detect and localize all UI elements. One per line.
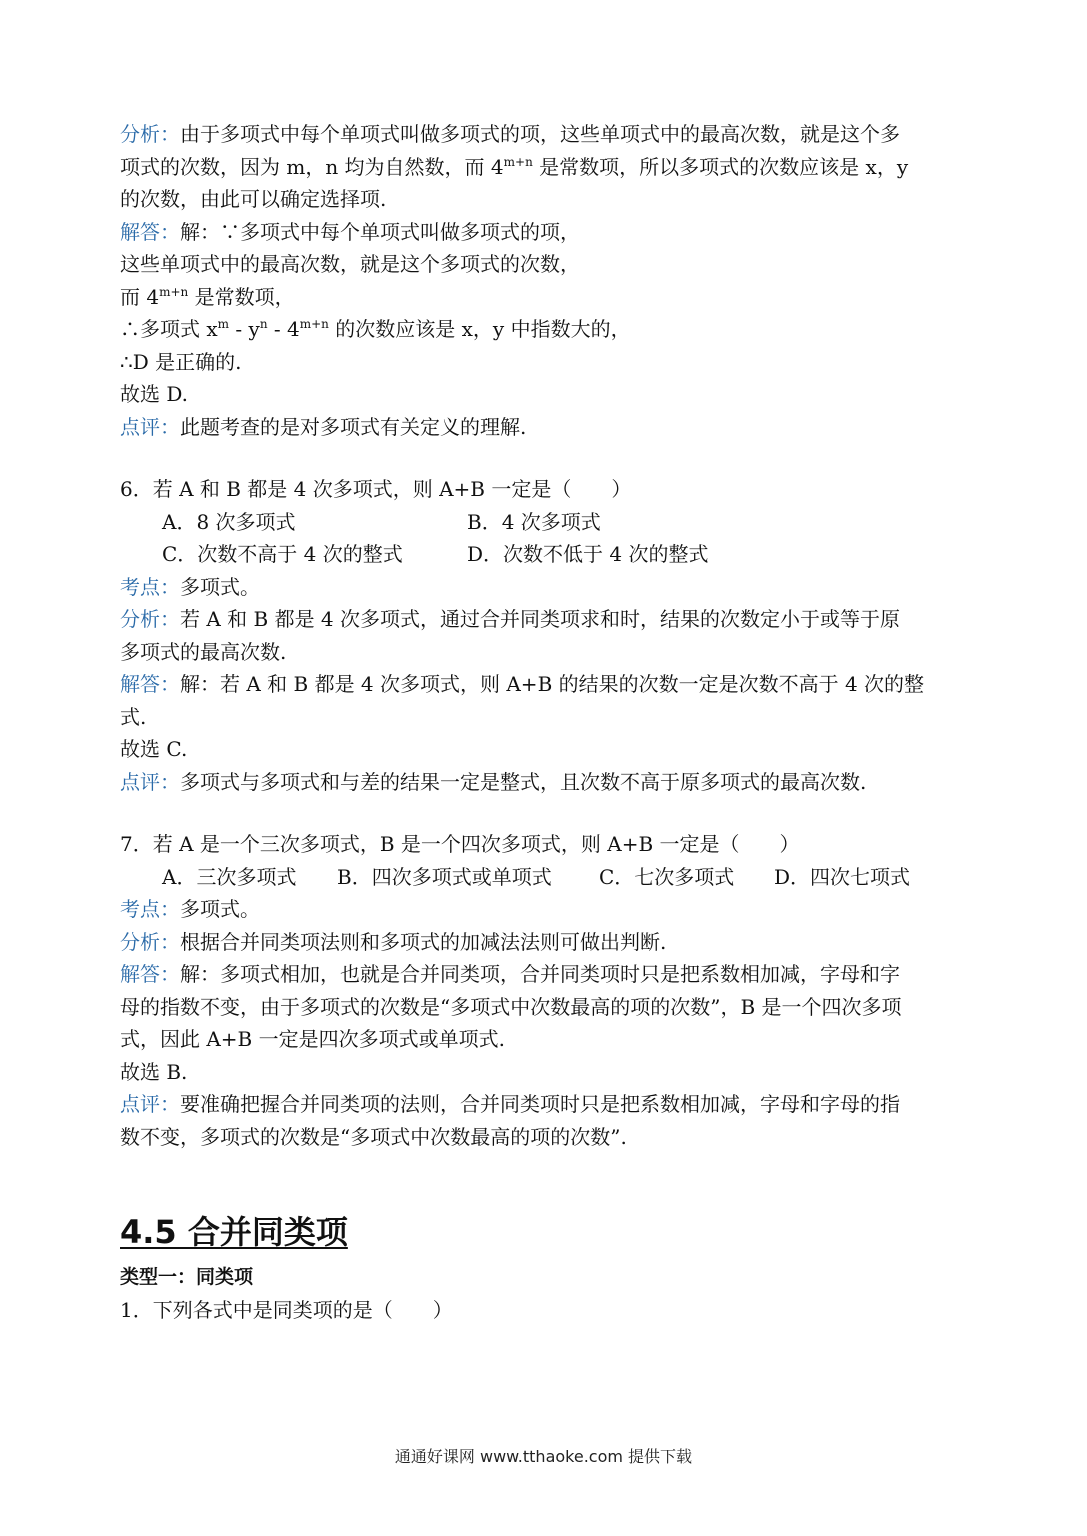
- q5-solution-line-1: 解答：解：∵多项式中每个单项式叫做多项式的项，: [120, 219, 580, 244]
- q6-analysis-line-1: 分析：若 A 和 B 都是 4 次多项式，通过合并同类项求和时，结果的次数定小于或等于原: [120, 607, 901, 631]
- q6-solution-line-2: 式.: [120, 704, 147, 729]
- q6-options-row-2: [120, 538, 980, 571]
- analysis-label: 分析：: [120, 929, 180, 954]
- q6-stem: 6．若 A 和 B 都是 4 次多项式，则 A+B 一定是（ ）: [120, 477, 632, 501]
- q7-solution-line-3: 式，因此 A+B 一定是四次多项式或单项式.: [120, 1027, 505, 1051]
- q5-analysis-line-3: 的次数，由此可以确定选择项.: [120, 187, 387, 211]
- q7-options-row: [120, 861, 980, 894]
- comment-label: 点评：: [120, 414, 180, 439]
- q7-solution-line-2: 母的指数不变，由于多项式的次数是“多项式中次数最高的项的次数”，B 是一个四次多项: [120, 994, 902, 1019]
- q5-solution-line-5: ∴D 是正确的.: [120, 349, 242, 374]
- knowledge-label: 考点：: [120, 897, 180, 921]
- q7-stem: 7．若 A 是一个三次多项式，B 是一个四次多项式，则 A+B 一定是（ ）: [120, 832, 800, 856]
- comment-label: 点评：: [120, 1092, 180, 1116]
- knowledge-label: 考点：: [120, 574, 180, 599]
- q7-option-d: D．四次七项式: [774, 864, 911, 889]
- solution-label: 解答：: [120, 962, 180, 986]
- q7-knowledge-point: 考点：多项式。: [120, 897, 260, 921]
- q5-answer: 故选 D.: [120, 382, 189, 406]
- q5-solution-line-4: ∴多项式 $x^m - y^n - 4^{m+n}$ 的次数应该是 x，y 中指数大的，: [120, 317, 631, 341]
- q5-analysis-line-1: 分析：由于多项式中每个单项式叫做多项式的项，这些单项式中的最高次数，就是这个多: [120, 122, 900, 146]
- q6-option-a: A．8 次多项式: [162, 509, 296, 534]
- q6-solution-line-1: 解答：解：若 A 和 B 都是 4 次多项式，则 A+B 的结果的次数一定是次数不高于 4 次的整: [120, 672, 925, 696]
- document-page: [120, 118, 980, 1326]
- q6-option-c: C．次数不高于 4 次的整式: [162, 542, 403, 566]
- section-q1-stem: 1．下列各式中是同类项的是（ ）: [120, 1297, 453, 1322]
- q6-answer: 故选 C.: [120, 737, 188, 761]
- q6-options-row-1: [120, 506, 980, 539]
- analysis-label: 分析：: [120, 607, 180, 631]
- q5-analysis-line-2: 项式的次数，因为 m，n 均为自然数，而 $4^{m+n}$ 是常数项，所以多项式的次数应该是 x，y: [120, 154, 909, 179]
- solution-label: 解答：: [120, 672, 180, 696]
- q7-comment-line-1: 点评：要准确把握合并同类项的法则，合并同类项时只是把系数相加减，字母和字母的指: [120, 1092, 900, 1116]
- solution-label: 解答：: [120, 219, 180, 244]
- analysis-label: 分析：: [120, 122, 180, 146]
- q5-solution-line-2: 这些单项式中的最高次数，就是这个多项式的次数，: [120, 252, 580, 276]
- q7-option-b: B．四次多项式或单项式: [337, 864, 552, 889]
- q6-comment: 点评：多项式与多项式和与差的结果一定是整式，且次数不高于原多项式的最高次数.: [120, 769, 867, 794]
- q7-answer: 故选 B.: [120, 1059, 188, 1084]
- q6-knowledge-point: 考点：多项式。: [120, 574, 260, 599]
- q6-option-b: B．4 次多项式: [467, 509, 601, 534]
- q6-analysis-line-2: 多项式的最高次数.: [120, 639, 287, 664]
- q5-comment: 点评：此题考查的是对多项式有关定义的理解.: [120, 414, 527, 439]
- q7-solution-line-1: 解答：解：多项式相加，也就是合并同类项，合并同类项时只是把系数相加减，字母和字: [120, 962, 900, 986]
- type-heading: 类型一：同类项: [120, 1266, 254, 1288]
- q5-solution-line-3: 而 $4^{m+n}$ 是常数项，: [120, 284, 295, 309]
- q7-analysis: 分析：根据合并同类项法则和多项式的加减法法则可做出判断.: [120, 929, 667, 954]
- page-footer: 通通好课网 www.tthaoke.com 提供下载: [394, 1447, 693, 1466]
- q7-option-c: C．七次多项式: [599, 864, 735, 889]
- section-title: 4.5 合并同类项: [120, 1213, 348, 1251]
- q7-comment-line-2: 数不变，多项式的次数是“多项式中次数最高的项的次数”.: [120, 1124, 627, 1149]
- q6-option-d: D．次数不低于 4 次的整式: [467, 542, 709, 566]
- comment-label: 点评：: [120, 769, 180, 794]
- q7-option-a: A．三次多项式: [162, 864, 297, 889]
